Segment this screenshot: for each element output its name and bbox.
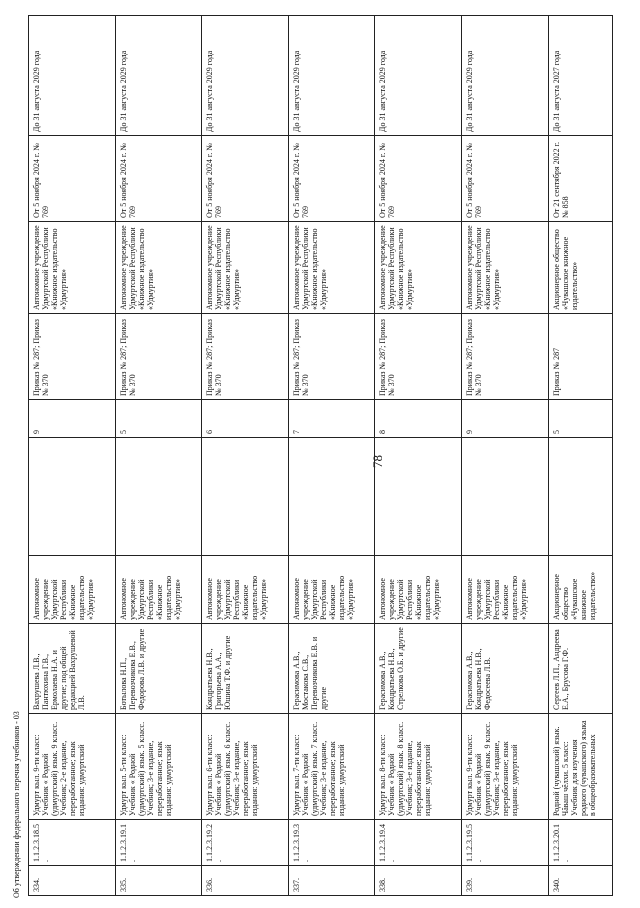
table-row bbox=[462, 16, 549, 896]
row-order: Приказ № 287; Приказ № 370 bbox=[462, 314, 549, 400]
row-authors: Ботылова Н.П., Перевозчикова Е.В., Федорова Л.В. и другие bbox=[115, 624, 202, 714]
row-publisher: Автономное учреждение Удмуртской Республики «Книжное издательство «Удмуртия» bbox=[375, 556, 462, 624]
row-number: 336. bbox=[202, 866, 289, 896]
row-date: От 5 ноября 2024 г. № 769 bbox=[115, 136, 202, 222]
page-number: 78 bbox=[370, 455, 385, 468]
row-organization: Акционерное общество «Чувашское книжное издательство» bbox=[548, 222, 612, 314]
row-order: Приказ № 287; Приказ № 370 bbox=[29, 314, 116, 400]
row-grade: 9 bbox=[462, 400, 549, 438]
row-organization: Автономное учреждение Удмуртской Республики «Книжное издательство «Удмуртия» bbox=[202, 222, 289, 314]
row-code: 1.1.2.3.19.4. bbox=[375, 820, 462, 866]
row-date: От 5 ноября 2024 г. № 769 bbox=[462, 136, 549, 222]
row-publisher: Автономное учреждение Удмуртской Республики «Книжное издательство «Удмуртия» bbox=[288, 556, 375, 624]
table-row bbox=[29, 16, 116, 896]
row-title: Удмурт кыл. 9-ти класс: Учебник « Родной (удмуртский) язык. 9 класс. Учебник; 2-е издание, переработанное; язык издания: удмуртский bbox=[29, 714, 116, 820]
row-order: Приказ № 287; Приказ № 370 bbox=[288, 314, 375, 400]
row-grade: 9 bbox=[29, 400, 116, 438]
row-empty-cell bbox=[202, 438, 289, 556]
row-publisher: Автономное учреждение Удмуртской Республики «Книжное издательство «Удмуртия» bbox=[115, 556, 202, 624]
row-code: 1.1.2.3.19.3. bbox=[288, 820, 375, 866]
row-valid-until: До 31 августа 2027 года bbox=[548, 16, 612, 136]
row-grade: 5 bbox=[115, 400, 202, 438]
row-date: От 5 ноября 2024 г. № 769 bbox=[29, 136, 116, 222]
row-valid-until: До 31 августа 2029 года bbox=[29, 16, 116, 136]
row-order: Приказ № 287; Приказ № 370 bbox=[115, 314, 202, 400]
table-row bbox=[115, 16, 202, 896]
row-code: 1.1.2.3.18.5. bbox=[29, 820, 116, 866]
row-number: 335. bbox=[115, 866, 202, 896]
row-publisher: Акционерное общество «Чувашское книжное издательство» bbox=[548, 556, 612, 624]
table-row bbox=[375, 16, 462, 896]
row-organization: Автономное учреждение Удмуртской Республики «Книжное издательство «Удмуртия» bbox=[115, 222, 202, 314]
row-title: Родной (чувашский) язык. Чăваш чĕлхи. 5 класс: Учебник для изучения родного (чувашского) языка в общеобразовательных bbox=[548, 714, 612, 820]
row-title: Удмурт кыл. 9-ти класс: Учебник « Родной (удмуртский) язык. 9 класс. Учебник; 3-е издание, переработанное; язык издания: удмуртский bbox=[462, 714, 549, 820]
row-publisher: Автономное учреждение Удмуртской Республики «Книжное издательство «Удмуртия» bbox=[202, 556, 289, 624]
row-authors: Герасимова А.В., Кондратьева Н.В., Стрелкова О.Б. и другие bbox=[375, 624, 462, 714]
row-organization: Автономное учреждение Удмуртской Республики «Книжное издательство «Удмуртия» bbox=[288, 222, 375, 314]
row-valid-until: До 31 августа 2029 года bbox=[288, 16, 375, 136]
row-number: 339. bbox=[462, 866, 549, 896]
row-code: 1.1.2.3.19.5. bbox=[462, 820, 549, 866]
row-valid-until: До 31 августа 2029 года bbox=[462, 16, 549, 136]
table-row bbox=[548, 16, 612, 896]
row-date: От 21 сентября 2022 г. № 858 bbox=[548, 136, 612, 222]
row-valid-until: До 31 августа 2029 года bbox=[202, 16, 289, 136]
row-grade: 7 bbox=[288, 400, 375, 438]
row-order: Приказ № 287; Приказ № 370 bbox=[375, 314, 462, 400]
row-number: 337. bbox=[288, 866, 375, 896]
row-valid-until: До 31 августа 2029 года bbox=[115, 16, 202, 136]
row-number: 338. bbox=[375, 866, 462, 896]
row-authors: Герасимова А.В., Кондратьева Н.В., Федосеева Л.В. bbox=[462, 624, 549, 714]
row-empty-cell bbox=[548, 438, 612, 556]
row-authors: Вахрушева Л.В., Пантюхина Г.В., Ермолаева Н.А. и другие; под общей редакцией Вахрушевой Л.В. bbox=[29, 624, 116, 714]
row-publisher: Автономное учреждение Удмуртской Республики «Книжное издательство «Удмуртия» bbox=[29, 556, 116, 624]
row-authors: Герасимова А.В., Мостакова С.В., Перевозчикова Е.В. и другие bbox=[288, 624, 375, 714]
table-body bbox=[29, 16, 613, 896]
row-date: От 5 ноября 2024 г. № 769 bbox=[375, 136, 462, 222]
row-number: 334. bbox=[29, 866, 116, 896]
row-organization: Автономное учреждение Удмуртской Республики «Книжное издательство «Удмуртия» bbox=[462, 222, 549, 314]
row-grade: 5 bbox=[548, 400, 612, 438]
row-code: 1.1.2.3.20.1. bbox=[548, 820, 612, 866]
table-row bbox=[202, 16, 289, 896]
row-grade: 8 bbox=[375, 400, 462, 438]
row-empty-cell bbox=[462, 438, 549, 556]
row-grade: 6 bbox=[202, 400, 289, 438]
row-title: Удмурт кыл. 7-ти класс: Учебник « Родной (удмуртский) язык. 7 класс. Учебник; 3-е издание, переработанное; язык издания: удмуртский bbox=[288, 714, 375, 820]
row-empty-cell bbox=[375, 438, 462, 556]
document-footer: Об утверждении федерального перечня учебников - 03 bbox=[12, 711, 21, 898]
row-empty-cell bbox=[29, 438, 116, 556]
row-organization: Автономное учреждение Удмуртской Республики «Книжное издательство «Удмуртия» bbox=[29, 222, 116, 314]
row-valid-until: До 31 августа 2029 года bbox=[375, 16, 462, 136]
row-code: 1.1.2.3.19.1. bbox=[115, 820, 202, 866]
row-title: Удмурт кыл. 6-ти класс: Учебник « Родной (удмуртский) язык. 6 класс. Учебник; 3-е издание, переработанное; язык издания: удмуртский bbox=[202, 714, 289, 820]
row-number: 340. bbox=[548, 866, 612, 896]
row-code: 1.1.2.3.19.2. bbox=[202, 820, 289, 866]
row-date: От 5 ноября 2024 г. № 769 bbox=[202, 136, 289, 222]
row-title: Удмурт кыл. 5-ти класс: Учебник « Родной (удмуртский) язык. 5 класс. Учебник; 3-е издание, переработанное; язык издания: удмуртский bbox=[115, 714, 202, 820]
row-empty-cell bbox=[288, 438, 375, 556]
row-organization: Автономное учреждение Удмуртской Республики «Книжное издательство «Удмуртия» bbox=[375, 222, 462, 314]
table-row bbox=[288, 16, 375, 896]
row-publisher: Автономное учреждение Удмуртской Республики «Книжное издательство «Удмуртия» bbox=[462, 556, 549, 624]
row-order: Приказ № 287; Приказ № 370 bbox=[202, 314, 289, 400]
row-empty-cell bbox=[115, 438, 202, 556]
row-authors: Сергеев Л.П., Андреева Е.А., Брусова Г.Ф. bbox=[548, 624, 612, 714]
row-date: От 5 ноября 2024 г. № 769 bbox=[288, 136, 375, 222]
textbook-table bbox=[28, 15, 613, 896]
row-order: Приказ № 287 bbox=[548, 314, 612, 400]
row-title: Удмурт кыл. 8-ти класс: Учебник « Родной (удмуртский) язык. 8 класс. Учебник; 3-е издание, переработанное; язык издания: удмуртский bbox=[375, 714, 462, 820]
row-authors: Кондратьева Н.В., Григорьева А.А., Юшина Т.Ф. и другие bbox=[202, 624, 289, 714]
